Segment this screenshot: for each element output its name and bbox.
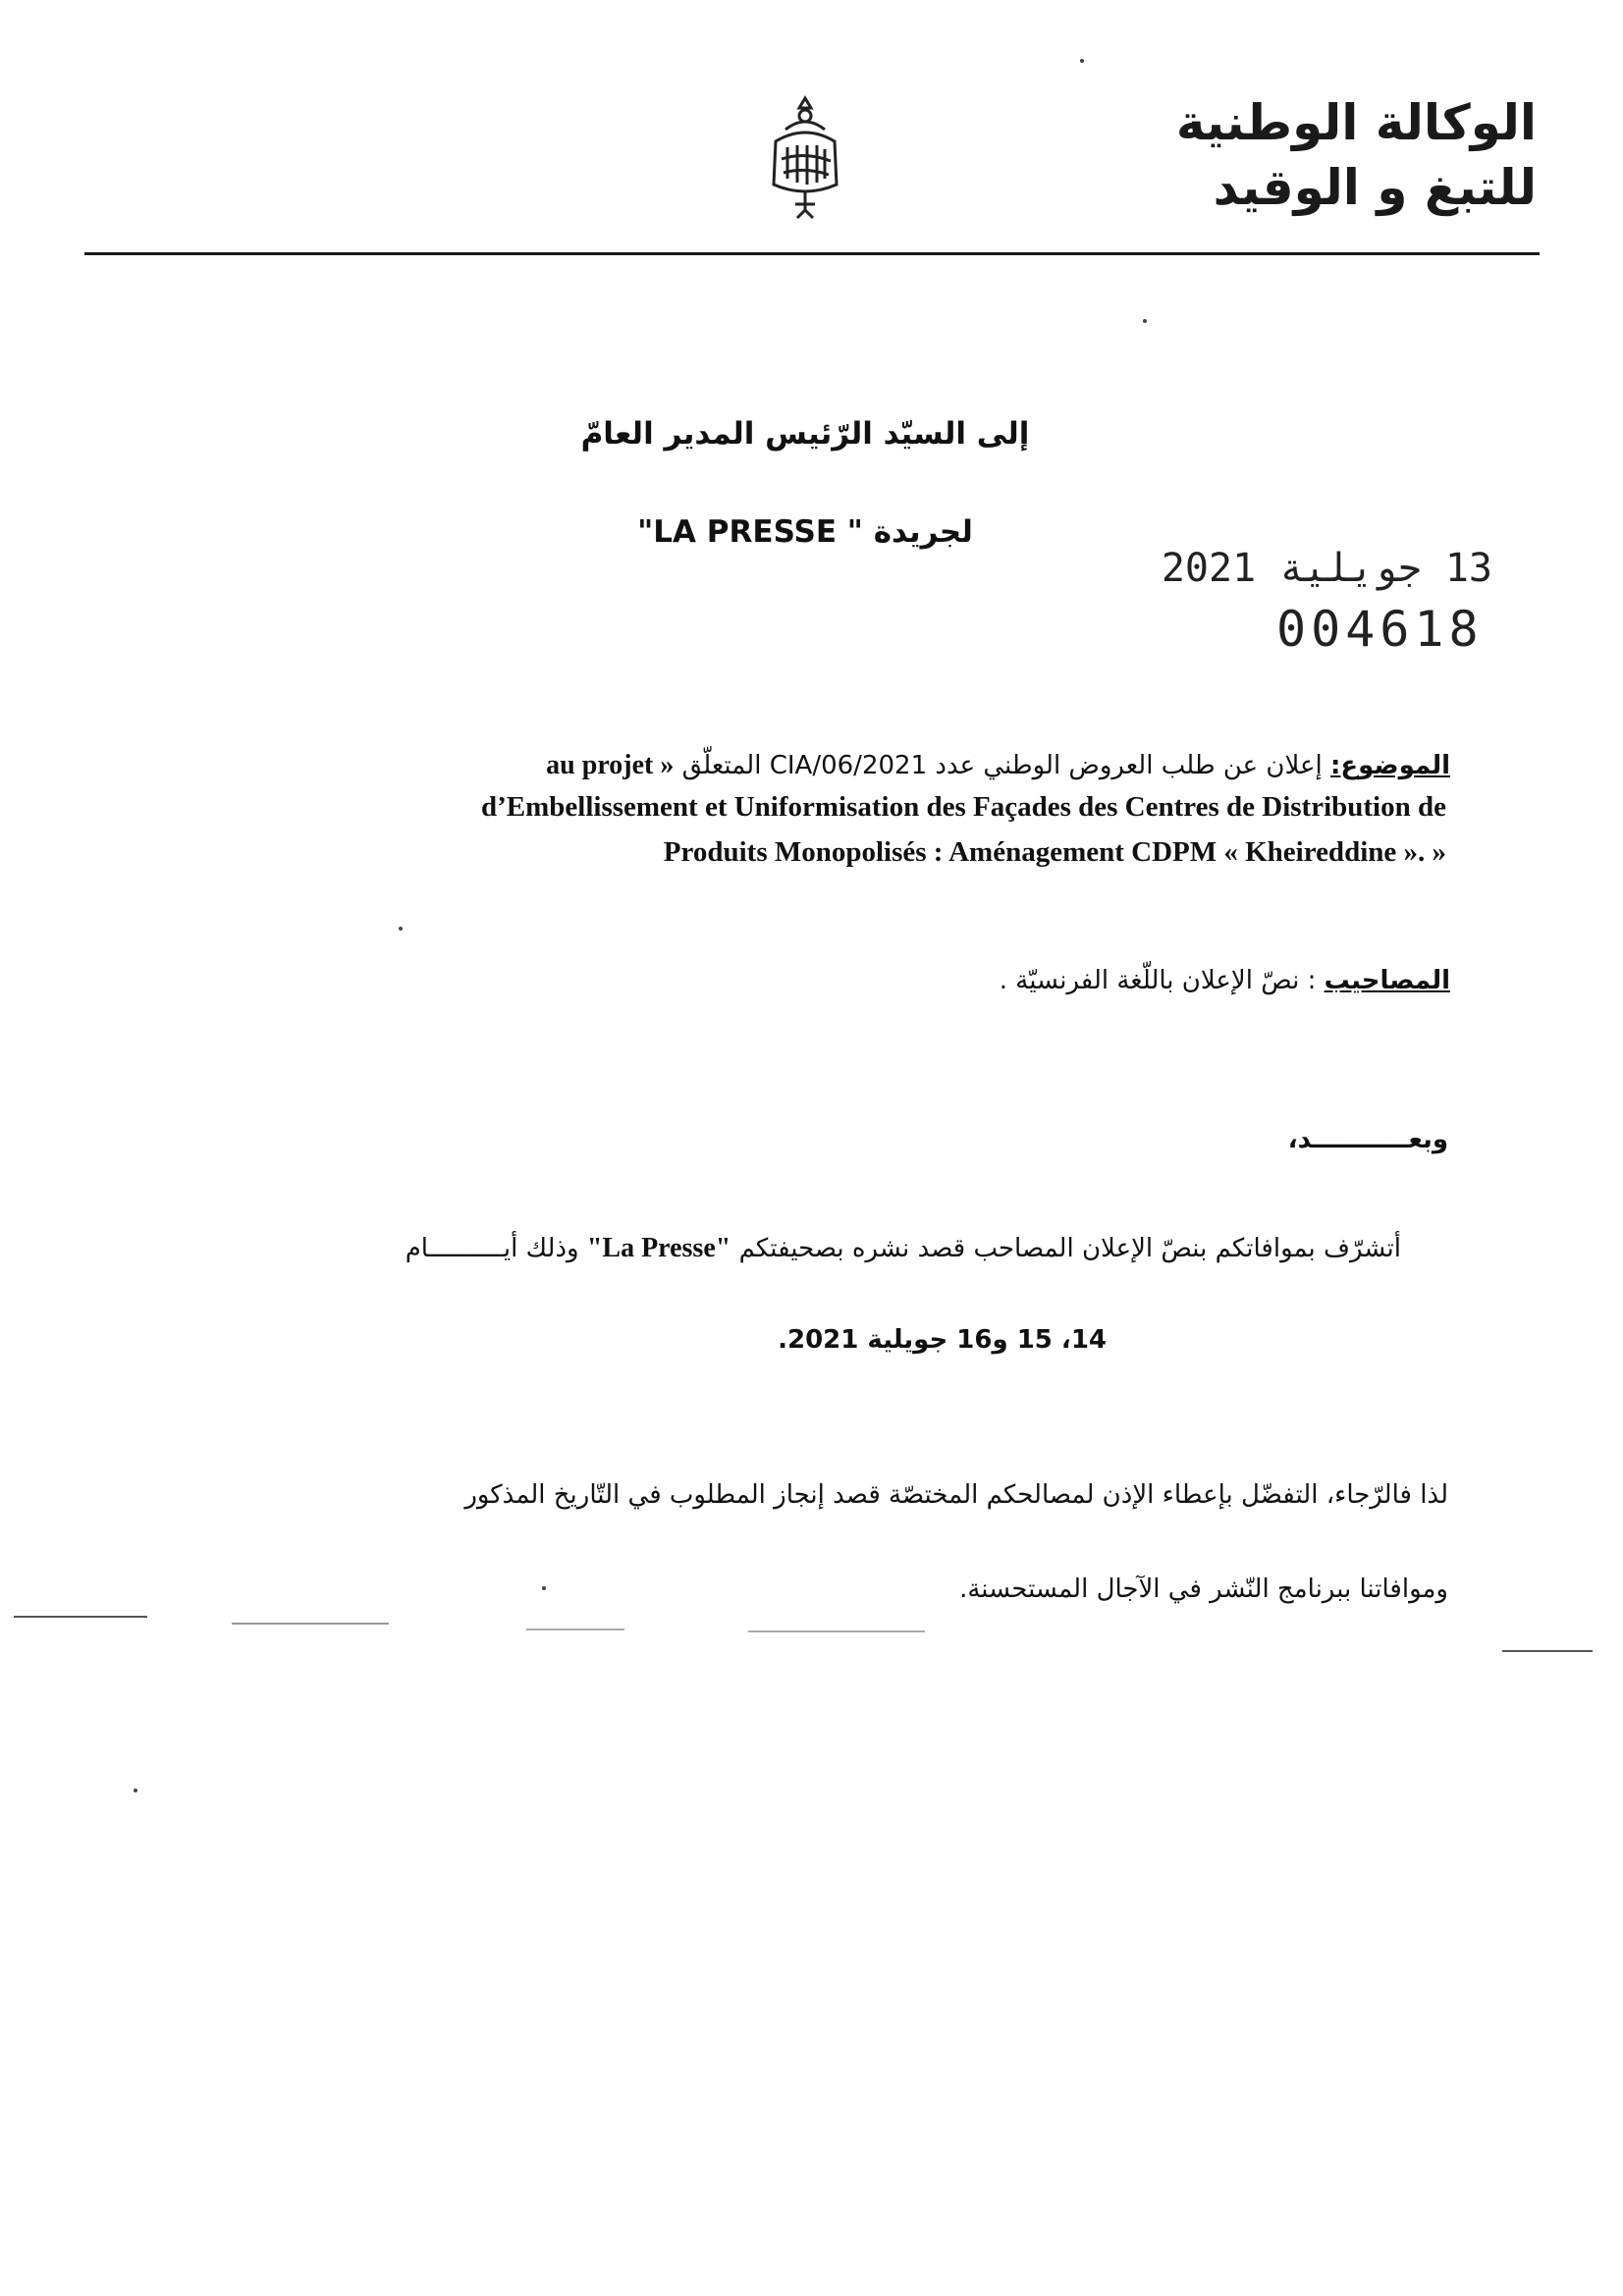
subject-label: الموضوع: — [1330, 751, 1450, 780]
subject-line3: Produits Monopolisés : Aménagement CDPM « Kheireddine ». » — [663, 836, 1446, 868]
scan-dot — [1143, 319, 1147, 323]
addressee-line2: لجريدة " LA PRESSE" — [637, 514, 973, 550]
scan-dot — [134, 1789, 137, 1792]
organization-name-line1: الوكالة الوطنية — [1175, 94, 1537, 151]
attachment-text: : نصّ الإعلان باللّغة الفرنسيّة . — [999, 966, 1317, 995]
scan-mark — [232, 1623, 389, 1625]
paragraph1-line1 — [406, 1233, 1401, 1264]
scan-mark — [526, 1629, 624, 1630]
subject-line2: d’Embellissement et Uniformisation des Façades des Centres de Distribution de — [480, 791, 1446, 823]
scan-mark — [1502, 1650, 1593, 1652]
paragraph1-text-b: وذلك أيــــــــــام — [405, 1234, 579, 1263]
subject-line1 — [546, 750, 1450, 781]
organization-name-line2: للتبغ و الوقيد — [1213, 159, 1537, 216]
subject-text-arabic: إعلان عن طلب العروض الوطني عدد 2021/CIA/06 المتعلّق — [681, 751, 1323, 780]
paragraph2-line2: وموافاتنا ببرنامج النّشر في الآجال المستحسنة. — [959, 1575, 1448, 1604]
salutation: وبعـــــــــــد، — [1287, 1125, 1448, 1154]
newspaper-name: "La Presse" — [586, 1233, 731, 1263]
agency-logo-icon — [746, 90, 864, 228]
paragraph2-line1: لذا فالرّجاء، التفضّل بإعطاء الإذن لمصالحكم المختصّة قصد إنجاز المطلوب في التّاريخ المذكور — [464, 1480, 1448, 1510]
stamp-number: 004618 — [1276, 601, 1484, 658]
scan-dot — [1080, 59, 1084, 63]
subject-text-french: « au projet — [546, 750, 675, 780]
publication-dates: 14، 15 و16 جويلية 2021. — [778, 1325, 1107, 1355]
scan-mark — [748, 1630, 925, 1632]
scan-mark — [14, 1616, 147, 1618]
attachment-line — [1000, 966, 1450, 995]
addressee-line1: إلى السيّد الرّئيس المدير العامّ — [580, 416, 1030, 452]
header-divider — [84, 252, 1540, 255]
paragraph1-text-a: أتشرّف بموافاتكم بنصّ الإعلان المصاحب قصد نشره بصحيفتكم — [738, 1234, 1401, 1263]
stamp-date: 13 جويلية 2021 — [1161, 546, 1492, 591]
scan-dot — [399, 927, 403, 931]
scan-dot — [542, 1586, 546, 1590]
organization-name — [1124, 90, 1537, 220]
attachment-label: المصاحيب — [1324, 966, 1450, 995]
